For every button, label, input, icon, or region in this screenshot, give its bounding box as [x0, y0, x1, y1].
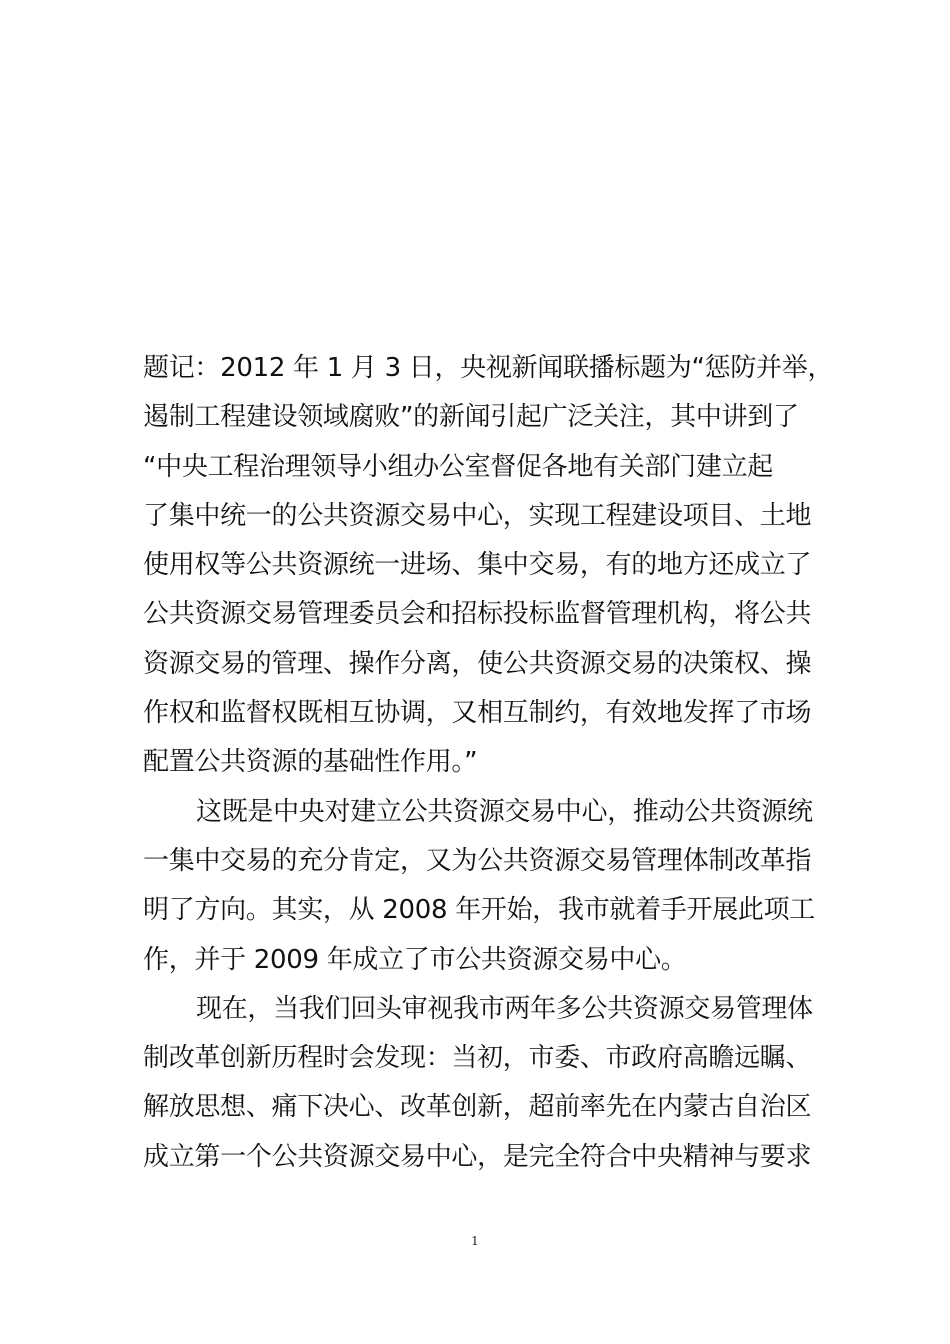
text-line: 题记：2012 年 1 月 3 日，央视新闻联播标题为“惩防并举， — [143, 353, 834, 383]
text-line: 遏制工程建设领域腐败”的新闻引起广泛关注，其中讲到了 — [143, 402, 799, 433]
text-line: 作权和监督权既相互协调，又相互制约，有效地发挥了市场 — [143, 698, 812, 729]
text-line: 一集中交易的充分肯定，又为公共资源交易管理体制改革指 — [143, 845, 812, 876]
page-number: 1 — [471, 1234, 479, 1248]
text-line: 配置公共资源的基础性作用。” — [143, 747, 478, 778]
document-body — [143, 344, 834, 1182]
text-line: “中央工程治理领导小组办公室督促各地有关部门建立起 — [143, 451, 773, 482]
text-line: 明了方向。其实，从 2008 年开始，我市就着手开展此项工 — [143, 895, 815, 926]
text-line: 制改革创新历程时会发现：当初，市委、市政府高瞻远瞩、 — [143, 1043, 812, 1074]
paragraph-3 — [143, 985, 813, 1182]
text-line: 作，并于 2009 年成立了市公共资源交易中心。 — [143, 944, 687, 975]
text-line: 资源交易的管理、操作分离，使公共资源交易的决策权、操 — [143, 648, 812, 679]
paragraph-2 — [143, 788, 815, 985]
paragraph-epigraph — [143, 344, 834, 788]
text-line: 了集中统一的公共资源交易中心，实现工程建设项目、土地 — [143, 500, 812, 531]
text-line: 公共资源交易管理委员会和招标投标监督管理机构，将公共 — [143, 599, 812, 630]
text-line: 这既是中央对建立公共资源交易中心，推动公共资源统 — [196, 796, 813, 827]
text-line: 使用权等公共资源统一进场、集中交易，有的地方还成立了 — [143, 550, 812, 581]
text-line: 解放思想、痛下决心、改革创新，超前率先在内蒙古自治区 — [143, 1092, 812, 1123]
text-line: 成立第一个公共资源交易中心，是完全符合中央精神与要求 — [143, 1141, 812, 1172]
text-line: 现在，当我们回头审视我市两年多公共资源交易管理体 — [196, 993, 813, 1024]
